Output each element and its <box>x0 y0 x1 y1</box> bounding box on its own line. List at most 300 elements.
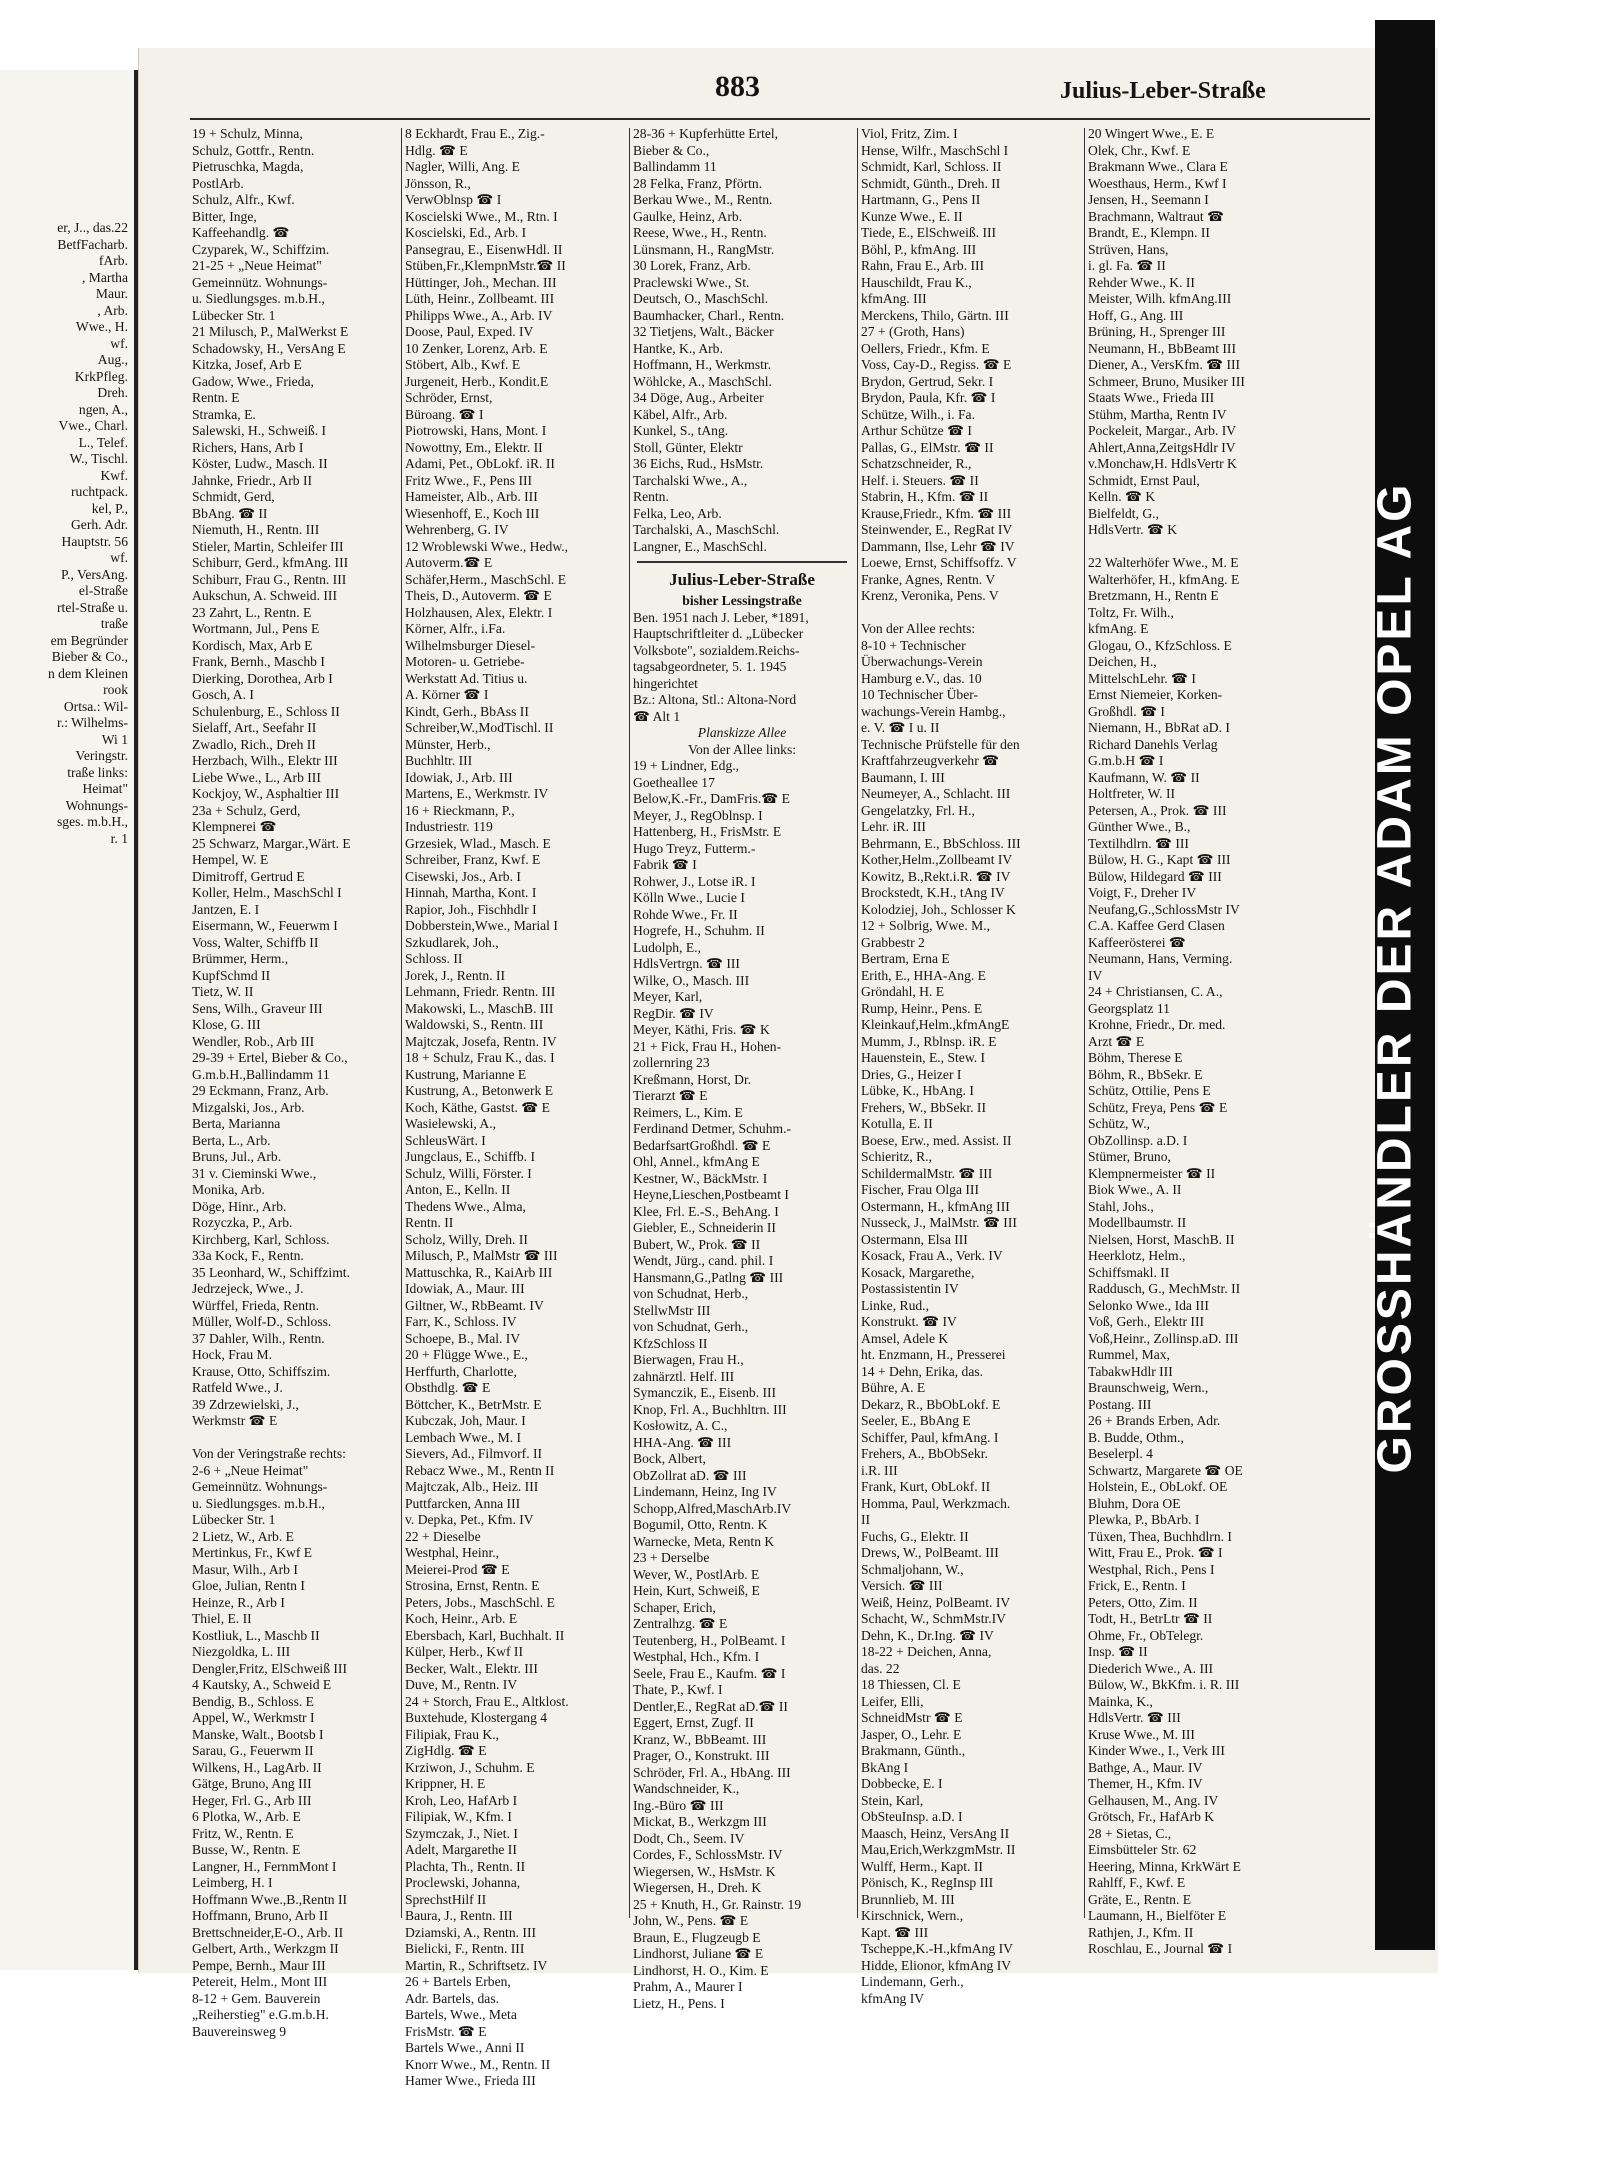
directory-entry-line: Dehn, K., Dr.Ing. ☎ IV <box>861 1627 994 1643</box>
directory-entry-line: Sielaff, Art., Seefahr II <box>192 720 317 735</box>
directory-entry-line: Anton, E., Kelln. II <box>405 1182 511 1197</box>
directory-entry-line: Rummel, Max, <box>1088 1347 1170 1362</box>
directory-entry-line: kfmAng. E <box>1088 621 1149 636</box>
directory-entry-line: 24 + Storch, Frau E., Altklost. <box>405 1693 569 1709</box>
directory-entry-line: Leimberg, H. I <box>192 1875 273 1890</box>
directory-entry-line: Schaper, Erich, <box>633 1599 716 1615</box>
directory-entry-line: Baumann, I. III <box>861 769 945 785</box>
directory-entry-line: traße links: <box>67 764 128 780</box>
directory-entry-line: Wilkens, H., LagArb. II <box>192 1759 322 1775</box>
running-head: Julius-Leber-Straße <box>1060 78 1266 104</box>
directory-entry-line: Gröndahl, H. E <box>861 984 945 999</box>
directory-entry-line: Böttcher, K., BetrMstr. E <box>405 1396 542 1412</box>
directory-entry-line: Mickat, B., Werkzgm III <box>633 1814 767 1829</box>
header-rule <box>190 118 1370 120</box>
directory-entry-line: Arzt ☎ E <box>1088 1033 1145 1049</box>
directory-entry-line: Klose, G. III <box>192 1017 261 1032</box>
directory-entry-line: Brachmann, Waltraut ☎ <box>1088 208 1225 224</box>
directory-entry-line: Holzhausen, Alex, Elektr. I <box>405 604 553 620</box>
directory-entry-line: Klempnerei ☎ <box>192 819 277 834</box>
directory-entry-line: Bielfeldt, G., <box>1088 505 1159 521</box>
directory-entry-line: IV <box>1088 967 1103 983</box>
directory-entry-line: Salewski, H., Schweiß. I <box>192 423 327 438</box>
directory-entry-line: Petersen, A., Prok. ☎ III <box>1088 802 1227 818</box>
directory-entry-line: 12 + Solbrig, Wwe. M., <box>861 918 991 933</box>
directory-entry-line: Frank, Bernh., Maschb I <box>192 654 325 669</box>
directory-entry-line: Brydon, Gertrud, Sekr. I <box>861 373 994 389</box>
directory-entry-line: wf. <box>110 335 128 351</box>
directory-entry-line: Rump, Heinr., Pens. E <box>861 1000 983 1016</box>
directory-entry-line: 28-36 + Kupferhütte Ertel, <box>633 126 779 141</box>
directory-entry-line: Eisermann, W., Feuerwm I <box>192 918 338 933</box>
directory-entry-line: Tiede, E., ElSchweiß. III <box>861 225 997 240</box>
directory-entry-line: , Martha <box>81 269 128 285</box>
directory-entry-line: Schmidt, Gerd, <box>192 489 275 504</box>
directory-entry-line: Schreiber, Franz, Kwf. E <box>405 852 541 867</box>
directory-entry-line: Jasper, O., Lehr. E <box>861 1726 962 1742</box>
directory-entry-line: 21-25 + „Neue Heimat" <box>192 258 322 273</box>
directory-entry-line: Olek, Chr., Kwf. E <box>1088 142 1191 158</box>
directory-entry-line: Helf. i. Steuers. ☎ II <box>861 472 979 488</box>
directory-entry-line: r.: Wilhelms- <box>57 715 128 730</box>
directory-entry-line: Berta, Marianna <box>192 1116 281 1131</box>
directory-entry-line: Autoverm.☎ E <box>405 555 493 570</box>
directory-entry-line: Kreßmann, Horst, Dr. <box>633 1071 752 1087</box>
directory-entry-line: 2 Lietz, W., Arb. E <box>192 1528 294 1544</box>
directory-entry-line: das. 22 <box>861 1660 900 1676</box>
directory-entry-line: Philipps Wwe., A., Arb. IV <box>405 307 553 323</box>
directory-entry-line: Steinwender, E., RegRat IV <box>861 522 1013 537</box>
directory-entry-line: Kindt, Gerh., BbAss II <box>405 703 529 719</box>
directory-entry-line: Zentralhzg. ☎ E <box>633 1616 728 1631</box>
directory-entry-line: 32 Tietjens, Walt., Bäcker <box>633 324 774 339</box>
directory-entry-line: 29 Eckmann, Franz, Arb. <box>192 1083 329 1098</box>
directory-entry-line: Below,K.-Fr., DamFris.☎ E <box>633 791 790 806</box>
directory-entry-line: Ortsa.: Wil- <box>63 698 128 714</box>
directory-entry-line: hingerichtet <box>633 675 698 691</box>
directory-entry-line: Giebler, E., Schneiderin II <box>633 1220 776 1235</box>
directory-entry-line: Todt, H., BetrLtr ☎ II <box>1088 1611 1213 1626</box>
directory-entry-line: Stümer, Bruno, <box>1088 1149 1171 1164</box>
section-rule <box>637 561 847 563</box>
directory-entry-line: Pietruschka, Magda, <box>192 159 304 174</box>
directory-entry-line: Georgsplatz 11 <box>1088 1000 1170 1016</box>
directory-entry-line: Kowitz, B.,Rekt.i.R. ☎ IV <box>861 868 1011 884</box>
directory-entry-line: Brettschneider,E-O., Arb. II <box>192 1924 344 1940</box>
directory-entry-line: Mainka, K., <box>1088 1693 1153 1709</box>
directory-entry-line: KupfSchmd II <box>192 967 271 983</box>
directory-entry-line: Wi 1 <box>101 731 128 747</box>
directory-entry-line: Kinder Wwe., I., Verk III <box>1088 1743 1225 1758</box>
directory-entry-line: Fritz Wwe., F., Pens III <box>405 472 533 488</box>
directory-entry-line: Idowiak, J., Arb. III <box>405 769 513 785</box>
directory-entry-line: Hattenberg, H., FrisMstr. E <box>633 824 782 839</box>
directory-entry-line: Sens, Wilh., Graveur III <box>192 1000 323 1016</box>
directory-entry-line: SchneidMstr ☎ E <box>861 1710 963 1725</box>
directory-entry-line: Schatzschneider, R., <box>861 456 972 471</box>
directory-entry-line: Lembach Wwe., M. I <box>405 1429 522 1445</box>
directory-entry-line: Nusseck, J., MalMstr. ☎ III <box>861 1215 1017 1230</box>
directory-entry-line: Bendig, B., Schloss. E <box>192 1693 314 1709</box>
directory-entry-line: MittelschLehr. ☎ I <box>1088 670 1196 686</box>
directory-entry-line: Vwe., Charl. <box>58 418 128 433</box>
directory-entry-line: Farr, K., Schloss. IV <box>405 1314 517 1329</box>
directory-entry-line: 8-10 + Technischer <box>861 637 966 653</box>
directory-entry-line: Stüben,Fr.,KlempnMstr.☎ II <box>405 258 566 273</box>
directory-entry-line: Pallas, G., ElMstr. ☎ II <box>861 439 994 455</box>
directory-entry-line: Dobberstein,Wwe., Marial I <box>405 918 558 933</box>
directory-entry-line: Woesthaus, Herm., Kwf I <box>1088 175 1227 191</box>
directory-entry-line: Hoff, G., Ang. III <box>1088 307 1184 323</box>
directory-entry-line: Kaffeehandlg. ☎ <box>192 225 290 240</box>
directory-entry-line: Merckens, Thilo, Gärtn. III <box>861 307 1009 323</box>
directory-entry-line: Jurgeneit, Herb., Kondit.E <box>405 373 549 389</box>
directory-entry-line: Kordisch, Max, Arb E <box>192 637 313 653</box>
directory-entry-line: 33a Kock, F., Rentn. <box>192 1248 304 1263</box>
directory-entry-line: Filipiak, W., Kfm. I <box>405 1809 512 1824</box>
directory-entry-line: HdlsVertrgn. ☎ III <box>633 956 740 971</box>
directory-entry-line: Bieber & Co., <box>51 649 128 664</box>
directory-entry-line: e. V. ☎ I u. II <box>861 720 940 735</box>
directory-entry-line: Stöbert, Alb., Kwf. E <box>405 357 521 372</box>
directory-entry-line: Volksbote", sozialdem.Reichs- <box>633 642 800 658</box>
directory-entry-line: Eimsbütteler Str. 62 <box>1088 1842 1197 1857</box>
directory-entry-line: Koller, Helm., MaschSchl I <box>192 885 342 900</box>
directory-entry-line: von Schudnat, Herb., <box>633 1286 749 1301</box>
directory-entry-line: P., VersAng. <box>61 566 128 582</box>
directory-entry-line: Beselerpl. 4 <box>1088 1446 1153 1461</box>
directory-entry-line: Gelbert, Arth., Werkzgm II <box>192 1941 339 1956</box>
directory-entry-line: Koscielski, Ed., Arb. I <box>405 225 527 240</box>
directory-entry-line: Maur. <box>95 286 128 301</box>
directory-entry-line: Hüttinger, Joh., Mechan. III <box>405 274 557 290</box>
directory-entry-line: Wiesenhoff, E., Koch III <box>405 505 540 521</box>
directory-entry-line: Bertram, Erna E <box>861 951 950 966</box>
directory-entry-line: Hoffmann, H., Werkmstr. <box>633 357 772 372</box>
directory-entry-line: kel, P., <box>91 500 128 516</box>
directory-entry-line: Dries, G., Heizer I <box>861 1066 962 1082</box>
directory-entry-line: traße <box>100 616 128 631</box>
column-divider <box>857 128 858 1918</box>
directory-entry-line: John, W., Pens. ☎ E <box>633 1913 749 1928</box>
directory-entry-line: Fischer, Frau Olga III <box>861 1182 979 1197</box>
directory-entry-line: Gengelatzky, Frl. H., <box>861 802 975 818</box>
directory-entry-line: Reimers, L., Kim. E <box>633 1104 743 1120</box>
directory-entry-line: Bierwagen, Frau H., <box>633 1352 744 1367</box>
directory-entry-line: Schreiber,W.,ModTischl. II <box>405 720 554 735</box>
directory-entry-line: 2-6 + „Neue Heimat" <box>192 1462 309 1478</box>
directory-entry-line: Kruse Wwe., M. III <box>1088 1726 1195 1742</box>
directory-entry-line: Praclewski Wwe., St. <box>633 274 750 290</box>
directory-entry-line: Bieber & Co., <box>633 142 710 158</box>
directory-entry-line: Ostermann, H., kfmAng III <box>861 1198 1010 1214</box>
directory-entry-line: 19 + Lindner, Edg., <box>633 758 740 773</box>
directory-entry-line: Hoffmann Wwe.,B.,Rentn II <box>192 1891 348 1907</box>
directory-entry-line: 25 Schwarz, Margar.,Wärt. E <box>192 835 351 851</box>
directory-entry-line: 27 + (Groth, Hans) <box>861 324 965 339</box>
directory-entry-line: Koch, Käthe, Gastst. ☎ E <box>405 1099 550 1115</box>
directory-entry-line: Rozyczka, P., Arb. <box>192 1215 293 1230</box>
directory-entry-line: Seeler, E., BbAng E <box>861 1413 971 1428</box>
directory-entry-line: Modellbaumstr. II <box>1088 1215 1187 1230</box>
page-number: 883 <box>715 70 760 103</box>
directory-entry-line: n dem Kleinen <box>47 665 128 681</box>
directory-entry-line: Stühm, Martha, Rentn IV <box>1088 406 1227 422</box>
directory-entry-line: Klempnermeister ☎ II <box>1088 1165 1216 1181</box>
directory-entry-line: Bathge, A., Maur. IV <box>1088 1759 1203 1775</box>
directory-entry-line: Günther Wwe., B., <box>1088 819 1191 834</box>
directory-entry-line: Westphal, Hch., Kfm. I <box>633 1649 760 1664</box>
directory-entry-line: Zwadlo, Rich., Dreh II <box>192 736 316 752</box>
directory-entry-line: 39 Zdrzewielski, J., <box>192 1396 299 1412</box>
directory-entry-line: Bartels, Wwe., Meta <box>405 2007 517 2022</box>
directory-entry-line: Walterhöfer, H., kfmAng. E <box>1088 571 1240 587</box>
directory-entry-line: Dobbecke, E. I <box>861 1776 943 1791</box>
directory-entry-line: G.m.b.H ☎ I <box>1088 753 1164 768</box>
directory-entry-line: Majtczak, Josefa, Rentn. IV <box>405 1033 557 1049</box>
directory-entry-line: Baumhacker, Charl., Rentn. <box>633 307 785 323</box>
directory-entry-line: Linke, Rud., <box>861 1297 929 1313</box>
directory-entry-line: Szymczak, J., Niet. I <box>405 1825 518 1841</box>
directory-entry-line: Frehers, W., BbSekr. II <box>861 1099 986 1115</box>
directory-entry-line: rook <box>103 682 128 697</box>
directory-entry-line: Krenz, Veronika, Pens. V <box>861 588 999 603</box>
directory-entry-line: Wandschneider, K., <box>633 1781 740 1796</box>
directory-entry-line: Veringstr. <box>75 748 128 763</box>
directory-entry-line: Neumann, H., BbBeamt III <box>1088 340 1236 356</box>
directory-entry-line: Grabbestr 2 <box>861 934 925 950</box>
directory-entry-line: Hartmann, G., Pens II <box>861 192 981 207</box>
directory-entry-line: Kostliuk, L., Maschb II <box>192 1627 320 1643</box>
directory-entry-line: Frick, E., Rentn. I <box>1088 1578 1186 1593</box>
directory-entry-line: Boese, Erw., med. Assist. II <box>861 1132 1012 1148</box>
directory-entry-line: Schiffer, Paul, kfmAng. I <box>861 1429 999 1445</box>
directory-entry-line: HdlsVertr. ☎ III <box>1088 1710 1181 1725</box>
directory-entry-line: Wwe., H. <box>75 319 128 334</box>
directory-entry-line: Brakmann, Günth., <box>861 1743 966 1758</box>
directory-entry-line: ht. Enzmann, H., Presserei <box>861 1347 1006 1362</box>
directory-entry-line: Monika, Arb. <box>192 1182 265 1197</box>
directory-entry-line: 28 Felka, Franz, Pförtn. <box>633 175 763 191</box>
directory-entry-line: Wehrenberg, G. IV <box>405 522 509 537</box>
directory-entry-line: Grzesiek, Wlad., Masch. E <box>405 835 551 851</box>
directory-entry-line: Herzbach, Wilh., Elektr III <box>192 753 338 768</box>
directory-entry-line: em Begründer <box>50 632 128 648</box>
previous-page-margin <box>0 70 134 1970</box>
directory-entry-line: Neumann, Hans, Verming. <box>1088 951 1233 966</box>
directory-entry-line: StellwMstr III <box>633 1302 711 1318</box>
directory-entry-line: Hauschildt, Frau K., <box>861 274 972 290</box>
directory-entry-line: Schulenburg, E., Schloss II <box>192 703 340 719</box>
directory-entry-line: Voss, Walter, Schiffb II <box>192 934 319 950</box>
directory-entry-line: , Arb. <box>97 302 128 318</box>
directory-entry-line: Wendt, Jürg., cand. phil. I <box>633 1253 774 1268</box>
directory-entry-line: Voigt, F., Dreher IV <box>1088 885 1197 900</box>
directory-entry-line: Tierarzt ☎ E <box>633 1088 708 1103</box>
directory-entry-line: Westphal, Rich., Pens I <box>1088 1561 1215 1577</box>
directory-entry-line: Pönisch, K., RegInsp III <box>861 1875 994 1890</box>
directory-entry-line: i.R. III <box>861 1462 898 1478</box>
directory-entry-line: Pempe, Bernh., Maur III <box>192 1957 326 1973</box>
directory-entry-line: Duve, M., Rentn. IV <box>405 1677 518 1692</box>
directory-entry-line: Rehder Wwe., K. II <box>1088 274 1195 290</box>
directory-entry-line: Ernst Niemeier, Korken- <box>1088 687 1223 702</box>
directory-entry-line: Ing.-Büro ☎ III <box>633 1797 724 1813</box>
directory-entry-line: 23 Zahrt, L., Rentn. E <box>192 604 312 620</box>
directory-entry-line: Lindemann, Gerh., <box>861 1974 964 1989</box>
directory-entry-line: Brandt, E., Klempn. II <box>1088 225 1210 240</box>
directory-entry-line: Appel, W., Werkmstr I <box>192 1710 315 1725</box>
directory-entry-line: Hock, Frau M. <box>192 1347 273 1362</box>
column-3 <box>633 126 851 2011</box>
directory-entry-line: Buchhltr. III <box>405 753 473 768</box>
directory-entry-line: Schmidt, Ernst Paul, <box>1088 472 1200 488</box>
directory-entry-line: wachungs-Verein Hambg., <box>861 703 1006 719</box>
directory-entry-line: 26 + Brands Erben, Adr. <box>1088 1413 1221 1428</box>
directory-entry-line: Kosack, Frau A., Verk. IV <box>861 1248 1003 1263</box>
directory-entry-line: Brüning, H., Sprenger III <box>1088 324 1226 339</box>
directory-entry-line: Koscielski Wwe., M., Rtn. I <box>405 208 558 224</box>
directory-entry-line: RegDir. ☎ IV <box>633 1005 714 1021</box>
directory-entry-line: Motoren- u. Getriebe- <box>405 654 525 669</box>
directory-entry-line: Schmidt, Karl, Schloss. II <box>861 159 1002 174</box>
directory-entry-line: Kitzka, Josef, Arb E <box>192 357 302 372</box>
directory-entry-line: Schieritz, R., <box>861 1149 932 1164</box>
directory-entry-line: Giltner, W., RbBeamt. IV <box>405 1297 544 1313</box>
directory-entry-line: Gemeinnütz. Wohnungs- <box>192 1479 328 1494</box>
scan-border <box>1438 0 1600 2177</box>
directory-entry-line: el-Straße <box>78 583 128 598</box>
directory-entry-line: Kirchberg, Karl, Schloss. <box>192 1231 330 1247</box>
former-street-name: bisher Lessingstraße <box>682 593 802 608</box>
directory-entry-line: Richard Danehls Verlag <box>1088 736 1218 752</box>
directory-entry-line: Müller, Wolf-D., Schloss. <box>192 1314 332 1329</box>
directory-entry-line: Kustrung, A., Betonwerk E <box>405 1083 554 1098</box>
directory-entry-line: VerwOblnsp ☎ I <box>405 192 502 207</box>
column-divider <box>401 128 402 1918</box>
directory-entry-line: B. Budde, Othm., <box>1088 1429 1184 1445</box>
directory-entry-line: BkAng I <box>861 1759 909 1775</box>
directory-entry-line: 16 + Rieckmann, P., <box>405 802 515 818</box>
directory-entry-line: Bock, Albert, <box>633 1451 706 1466</box>
directory-entry-line: Richers, Hans, Arb I <box>192 439 304 455</box>
directory-entry-line: Hamburg e.V., das. 10 <box>861 670 982 686</box>
column-5 <box>1088 126 1318 1956</box>
directory-entry-line: L., Telef. <box>78 434 128 450</box>
directory-entry-line: Brockstedt, K.H., tAng IV <box>861 885 1005 900</box>
directory-entry-line: Arthur Schütze ☎ I <box>861 423 972 438</box>
directory-entry-line: SchleusWärt. I <box>405 1132 486 1148</box>
directory-entry-line: Loewe, Ernst, Schiffsoffz. V <box>861 555 1017 570</box>
directory-entry-line: 23a + Schulz, Gerd, <box>192 802 301 818</box>
directory-entry-line: PostlArb. <box>192 175 244 191</box>
directory-entry-line: 6 Plotka, W., Arb. E <box>192 1809 301 1824</box>
directory-entry-line: Kaufmann, W. ☎ II <box>1088 769 1200 785</box>
directory-entry-line: Seele, Frau E., Kaufm. ☎ I <box>633 1665 786 1681</box>
directory-entry-line: Busse, W., Rentn. E <box>192 1842 301 1857</box>
directory-entry-line: Stramka, E. <box>192 406 256 422</box>
directory-entry-line: Doose, Paul, Exped. IV <box>405 324 534 339</box>
directory-entry-line: Buxtehude, Klostergang 4 <box>405 1710 548 1725</box>
directory-entry-line: Nowottny, Em., Elektr. II <box>405 439 543 455</box>
directory-entry-line: Felka, Leo, Arb. <box>633 505 722 521</box>
directory-entry-line: Schmidt, Günth., Dreh. II <box>861 175 1001 191</box>
directory-entry-line: Kubczak, Joh, Maur. I <box>405 1413 526 1428</box>
directory-entry-line: ngen, A., <box>78 401 128 417</box>
directory-entry-line: 10 Zenker, Lorenz, Arb. E <box>405 340 548 356</box>
directory-entry-line: Lietz, H., Pens. I <box>633 1995 725 2011</box>
directory-entry-line: Bühre, A. E <box>861 1380 926 1395</box>
directory-entry-line: Dierking, Dorothea, Arb I <box>192 670 333 686</box>
directory-entry-line: 10 Technischer Über- <box>861 687 979 702</box>
directory-entry-line: FrisMstr. ☎ E <box>405 2023 487 2039</box>
directory-entry-line: Schoepe, B., Mal. IV <box>405 1330 521 1346</box>
directory-entry-line: 19 + Schulz, Minna, <box>192 126 303 141</box>
directory-entry-line: Theis, D., Autoverm. ☎ E <box>405 588 552 603</box>
directory-entry-line: kfmAng. III <box>861 291 927 306</box>
directory-entry-line: Eggert, Ernst, Zugf. II <box>633 1715 754 1730</box>
directory-entry-line: Filipiak, Frau K., <box>405 1726 500 1742</box>
directory-entry-line: Lehr. iR. III <box>861 819 926 834</box>
directory-entry-line: Dodt, Ch., Seem. IV <box>633 1830 745 1846</box>
directory-entry-line: Wohnungs- <box>65 797 128 813</box>
directory-entry-line: Brakmann Wwe., Clara E <box>1088 159 1228 174</box>
directory-entry-line: 23 + Derselbe <box>633 1550 710 1565</box>
directory-entry-line: Voß, Gerh., Elektr III <box>1088 1314 1205 1329</box>
directory-entry-line: Roschlau, E., Journal ☎ I <box>1088 1941 1233 1956</box>
directory-entry-line: i. gl. Fa. ☎ II <box>1088 258 1166 273</box>
directory-entry-line: Lindhorst, H. O., Kim. E <box>633 1962 769 1978</box>
directory-entry-line: Idowiak, A., Maur. III <box>405 1281 525 1296</box>
directory-entry-line: Czyparek, W., Schiffzim. <box>192 241 330 257</box>
directory-entry-line: Kirschnick, Wern., <box>861 1908 964 1923</box>
directory-entry-line: Heger, Frl. G., Arb III <box>192 1792 312 1808</box>
directory-entry-line: BedarfsartGroßhdl. ☎ E <box>633 1137 771 1153</box>
directory-entry-line: Sarau, G., Feuerwm II <box>192 1743 314 1758</box>
directory-entry-line: Braunschweig, Wern., <box>1088 1380 1209 1395</box>
directory-entry-line: Wilhelmsburger Diesel- <box>405 637 536 653</box>
directory-entry-line: Stahl, Johs., <box>1088 1198 1154 1214</box>
directory-entry-line: Hansmann,G.,Patlng ☎ III <box>633 1269 784 1285</box>
directory-entry-line: Heimat" <box>82 781 128 796</box>
directory-entry-line: Deichen, H., <box>1088 654 1157 669</box>
directory-entry-line: 37 Dahler, Wilh., Rentn. <box>192 1330 325 1346</box>
directory-entry-line: II <box>861 1512 871 1527</box>
directory-entry-line: 18 + Schulz, Frau K., das. I <box>405 1050 555 1065</box>
directory-entry-line: Biok Wwe., A. II <box>1088 1182 1182 1197</box>
directory-entry-line: KfzSchloss II <box>633 1335 708 1351</box>
directory-entry-line: Becker, Walt., Elektr. III <box>405 1660 538 1676</box>
directory-entry-line: Schulz, Gottfr., Rentn. <box>192 142 315 158</box>
directory-entry-line: Adr. Bartels, das. <box>405 1990 500 2006</box>
directory-entry-line: Majtczak, Alb., Heiz. III <box>405 1479 539 1494</box>
directory-entry-line: kfmAng IV <box>861 1990 925 2006</box>
directory-entry-line: Rahn, Frau E., Arb. III <box>861 258 985 273</box>
directory-entry-line: Kranz, W., BbBeamt. III <box>633 1731 767 1747</box>
directory-entry-line: Kosack, Margarethe, <box>861 1264 975 1280</box>
directory-entry-line: 12 Wroblewski Wwe., Hedw., <box>405 538 569 554</box>
directory-entry-line: Werkmstr ☎ E <box>192 1413 278 1428</box>
directory-entry-line: Goetheallee 17 <box>633 774 715 790</box>
directory-entry-line: Bielicki, F., Rentn. III <box>405 1941 525 1956</box>
directory-entry-line: Mau,Erich,WerkzgmMstr. II <box>861 1842 1016 1857</box>
directory-entry-line: Schäfer,Herm., MaschSchl. E <box>405 571 567 587</box>
directory-entry-line: Dammann, Ilse, Lehr ☎ IV <box>861 538 1015 554</box>
directory-entry-line: Berta, L., Arb. <box>192 1132 271 1148</box>
directory-entry-line: Deutsch, O., MaschSchl. <box>633 291 769 306</box>
directory-entry-line: Würffel, Frieda, Rentn. <box>192 1297 319 1313</box>
directory-entry-line: Brydon, Paula, Kfr. ☎ I <box>861 390 996 405</box>
